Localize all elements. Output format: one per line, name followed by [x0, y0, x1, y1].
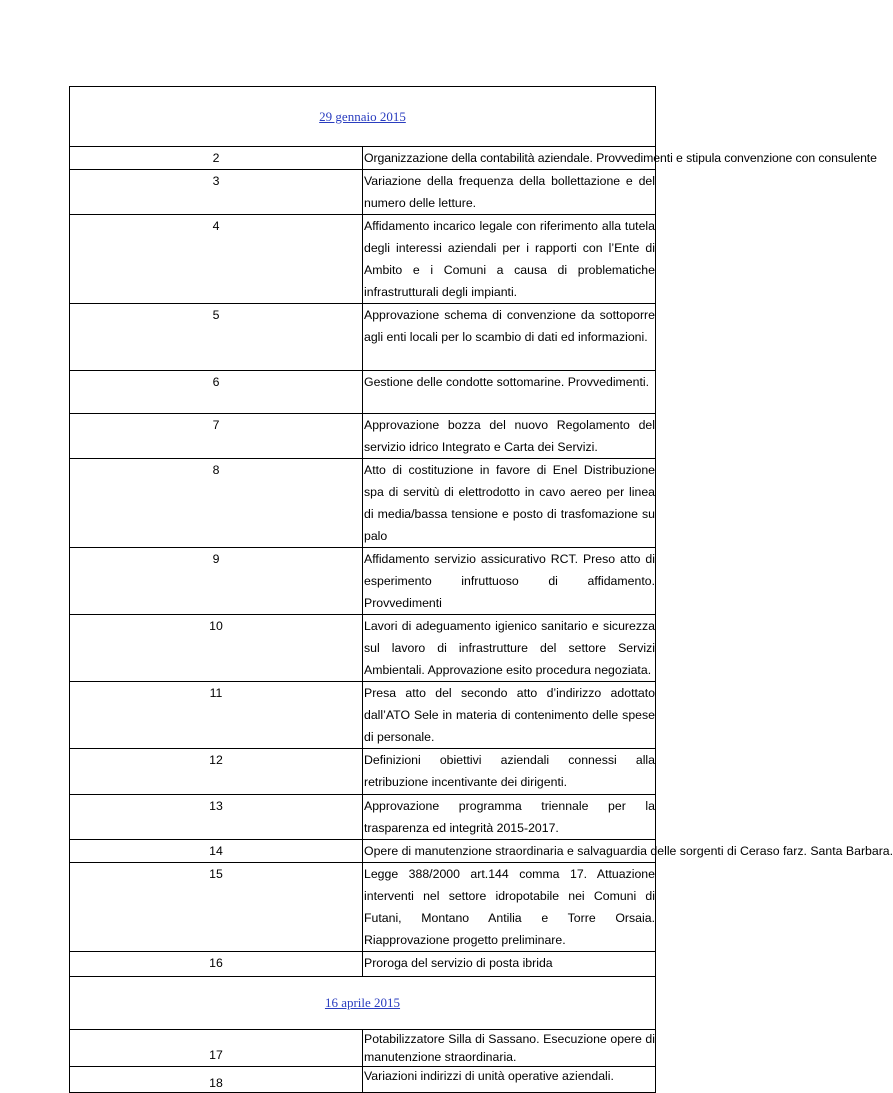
- row-number: 4: [70, 215, 363, 304]
- row-number: 11: [70, 682, 363, 749]
- row-text: Opere di manutenzione straordinaria e salvaguardia delle sorgenti di Ceraso farz. Santa Barbara.: [363, 840, 656, 863]
- row-number: 14: [70, 840, 363, 863]
- table-row: [70, 215, 656, 304]
- section-date: [70, 977, 656, 1030]
- row-text: Variazioni indirizzi di unità operative aziendali.: [363, 1067, 656, 1093]
- row-number: 15: [70, 863, 363, 952]
- row-number: 3: [70, 170, 363, 215]
- row-text: Affidamento servizio assicurativo RCT. Preso atto di esperimento infruttuoso di affidamento. Provvedimenti: [363, 548, 656, 615]
- section-header-row: [70, 977, 656, 1030]
- row-text: Gestione delle condotte sottomarine. Provvedimenti.: [363, 371, 656, 414]
- row-text: Atto di costituzione in favore di Enel Distribuzione spa di servitù di elettrodotto in cavo aereo per linea di media/bassa tensione e posto di trasfomazione su palo: [363, 459, 656, 548]
- row-text: Approvazione bozza del nuovo Regolamento del servizio idrico Integrato e Carta dei Servizi.: [363, 414, 656, 459]
- row-text: Lavori di adeguamento igienico sanitario e sicurezza sul lavoro di infrastrutture del settore Servizi Ambientali. Approvazione esito procedura negoziata.: [363, 615, 656, 682]
- table-row: [70, 147, 656, 170]
- table-row: [70, 795, 656, 840]
- row-number: 18: [70, 1067, 363, 1093]
- table-row: [70, 749, 656, 795]
- resolutions-table: [69, 86, 893, 1093]
- table-row: [70, 615, 656, 682]
- row-text: Affidamento incarico legale con riferimento alla tutela degli interessi aziendali per i rapporti con l’Ente di Ambito e i Comuni a causa di problematiche infrastrutturali degli impianti.: [363, 215, 656, 304]
- table-row: [70, 1030, 656, 1067]
- section-header-row: [70, 87, 656, 147]
- row-number: 5: [70, 304, 363, 371]
- table-row: [70, 170, 656, 215]
- row-number: 17: [70, 1030, 363, 1067]
- row-number: 6: [70, 371, 363, 414]
- table-row: [70, 371, 656, 414]
- section-date-link[interactable]: 16 aprile 2015: [324, 995, 401, 1010]
- row-number: 13: [70, 795, 363, 840]
- table-row: [70, 840, 656, 863]
- row-number: 16: [70, 952, 363, 977]
- table-row: [70, 459, 656, 548]
- row-number: 7: [70, 414, 363, 459]
- row-text: Approvazione schema di convenzione da sottoporre agli enti locali per lo scambio di dati ed informazioni.: [363, 304, 656, 371]
- table-row: [70, 682, 656, 749]
- table-row: [70, 548, 656, 615]
- row-number: 9: [70, 548, 363, 615]
- row-text: Approvazione programma triennale per la trasparenza ed integrità 2015-2017.: [363, 795, 656, 840]
- row-text: Potabilizzatore Silla di Sassano. Esecuzione opere di manutenzione straordinaria.: [363, 1030, 656, 1067]
- table-row: [70, 863, 656, 952]
- table-row: [70, 952, 656, 977]
- row-number: 2: [70, 147, 363, 170]
- table-row: [70, 1067, 656, 1093]
- section-date: [70, 87, 656, 147]
- row-text: Organizzazione della contabilità aziendale. Provvedimenti e stipula convenzione con consulente: [363, 147, 656, 170]
- table-row: [70, 414, 656, 459]
- row-number: 10: [70, 615, 363, 682]
- row-text: Definizioni obiettivi aziendali connessi alla retribuzione incentivante dei dirigenti.: [363, 749, 656, 795]
- section-date-link[interactable]: 29 gennaio 2015: [319, 108, 406, 124]
- row-text: Legge 388/2000 art.144 comma 17. Attuazione interventi nel settore idropotabile nei Comuni di Futani, Montano Antilia e Torre Orsaia. Riapprovazione progetto preliminare.: [363, 863, 656, 952]
- row-text: Proroga del servizio di posta ibrida: [363, 952, 656, 977]
- table-row: [70, 304, 656, 371]
- row-text: Presa atto del secondo atto d’indirizzo adottato dall’ATO Sele in materia di contenimento delle spese di personale.: [363, 682, 656, 749]
- row-text: Variazione della frequenza della bollettazione e del numero delle letture.: [363, 170, 656, 215]
- row-number: 8: [70, 459, 363, 548]
- row-number: 12: [70, 749, 363, 795]
